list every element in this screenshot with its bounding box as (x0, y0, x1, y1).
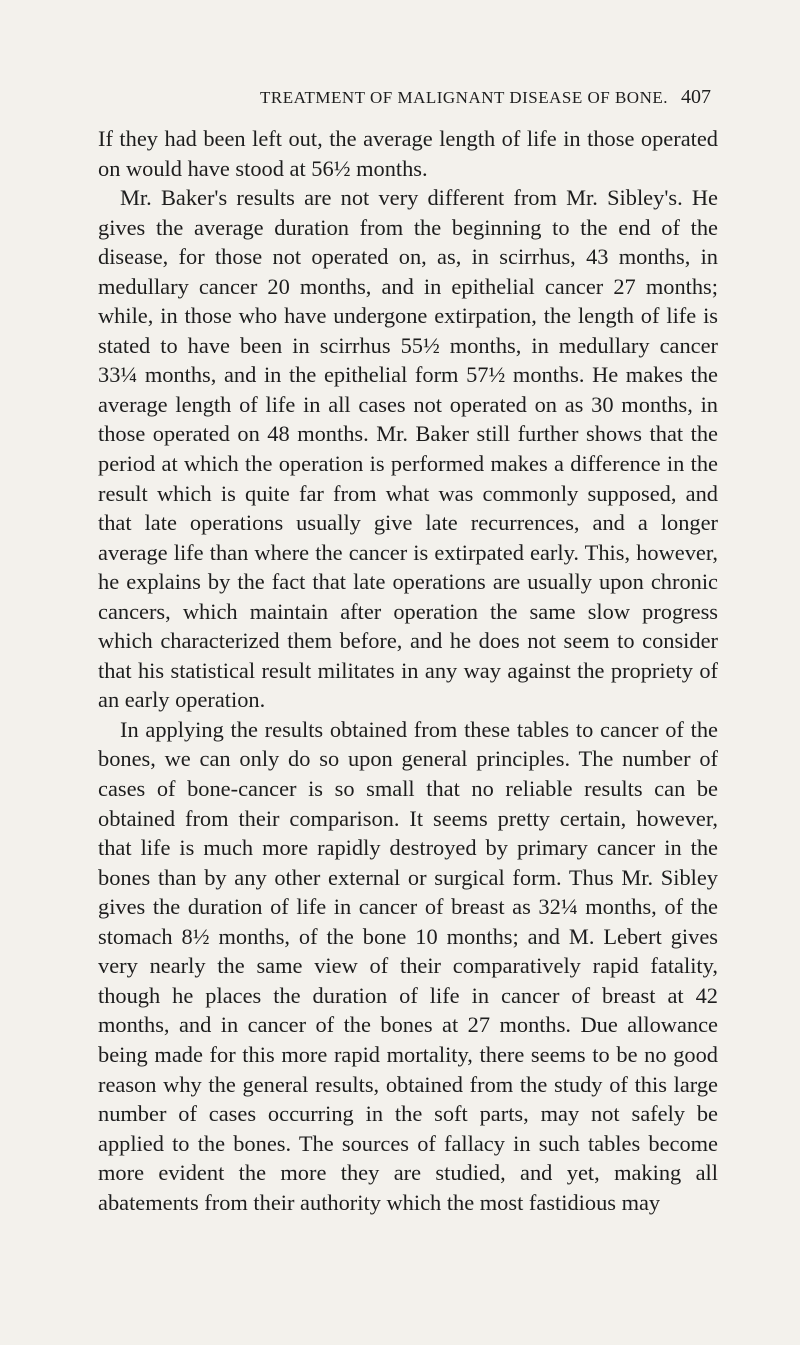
paragraph-1: If they had been left out, the average length of life in those operated on would have stood at 56½ months. (98, 126, 718, 181)
page-number: 407 (681, 86, 711, 108)
paragraph-2: Mr. Baker's results are not very different from Mr. Sibley's. He gives the average duration from the beginning to the end of the disease, for those not operated on, as, in scirrhus, 43 months, in medullary cancer 20 months, and in epithelial cancer 27 months; while, in those who have undergone extirpation, the length of life is stated to have been in scirrhus 55½ months, in medullary cancer 33¼ months, and in the epithelial form 57½ months. He makes the average length of life in all cases not operated on as 30 months, in those operated on 48 months. Mr. Baker still further shows that the period at which the operation is performed makes a difference in the result which is quite far from what was commonly supposed, and that late operations usually give late recurrences, and a longer average life than where the cancer is extirpated early. This, however, he explains by the fact that late operations are usually upon chronic cancers, which maintain after operation the same slow progress which characterized them before, and he does not seem to consider that his statistical result militates in any way against the propriety of an early operation. (98, 185, 718, 713)
body-text (98, 124, 718, 1217)
running-title: TREATMENT OF MALIGNANT DISEASE OF BONE. (260, 88, 668, 107)
paragraph-3: In applying the results obtained from these tables to cancer of the bones, we can only do so upon general principles. The number of cases of bone-cancer is so small that no reliable results can be obtained from their comparison. It seems pretty certain, however, that life is much more rapidly destroyed by primary cancer in the bones than by any other external or surgical form. Thus Mr. Sibley gives the duration of life in cancer of breast as 32¼ months, of the stomach 8½ months, of the bone 10 months; and M. Lebert gives very nearly the same view of their comparatively rapid fatality, though he places the duration of life in cancer of breast at 42 months, and in cancer of the bones at 27 months. Due allowance being made for this more rapid mortality, there seems to be no good reason why the general results, obtained from the study of this large number of cases occurring in the soft parts, may not safely be applied to the bones. The sources of fallacy in such tables become more evident the more they are studied, and yet, making all abatements from their authority which the most fastidious may (98, 716, 718, 1215)
